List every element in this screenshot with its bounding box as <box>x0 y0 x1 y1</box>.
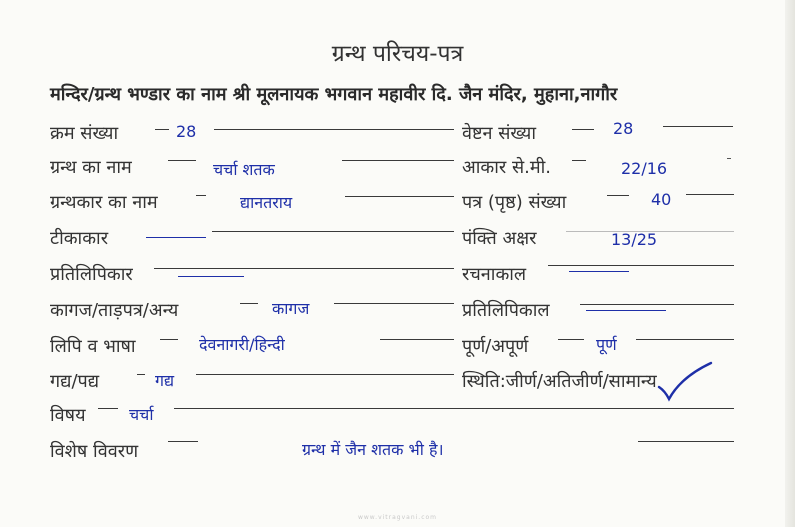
script-language-value: देवनागरी/हिन्दी <box>199 335 285 354</box>
line <box>345 196 454 197</box>
composition-period-label: रचनाकाल <box>462 264 527 285</box>
copy-period-blank <box>586 310 666 311</box>
line <box>212 231 454 232</box>
author-label: ग्रन्थकार का नाम <box>50 192 158 213</box>
line <box>168 160 196 161</box>
complete-value: पूर्ण <box>596 335 617 354</box>
size-label: आकार से.मी. <box>462 157 552 178</box>
line <box>636 339 734 340</box>
card-edge <box>785 0 795 527</box>
copyist-blank <box>178 276 244 277</box>
complete-label: पूर्ण/अपूर्ण <box>462 336 529 357</box>
author-value: द्यानतराय <box>240 193 293 212</box>
copy-period-label: प्रतिलिपिकाल <box>462 300 550 321</box>
line <box>196 195 206 196</box>
size-value: 22/16 <box>621 159 668 178</box>
serial-number-label: क्रम संख्या <box>50 123 119 144</box>
serial-number-value: 28 <box>176 122 197 141</box>
line <box>168 441 198 442</box>
material-label: कागज/ताड़पत्र/अन्य <box>50 300 179 321</box>
line <box>566 231 734 232</box>
pages-value: 40 <box>651 190 672 209</box>
line <box>160 339 178 340</box>
line <box>572 129 594 130</box>
commentator-label: टीकाकार <box>50 228 109 249</box>
condition-label: स्थिति:जीर्ण/अतिजीर्ण/सामान्य <box>462 371 657 392</box>
script-language-label: लिपि व भाषा <box>50 336 136 357</box>
material-value: कागज <box>272 299 310 318</box>
special-details-value: ग्रन्थ में जैन शतक भी है। <box>302 440 444 459</box>
form-title: ग्रन्थ परिचय-पत्र <box>331 41 464 67</box>
line <box>380 339 454 340</box>
pages-label: पत्र (पृष्ठ) संख्या <box>462 192 567 213</box>
line <box>155 129 169 130</box>
copyist-label: प्रतिलिपिकार <box>50 264 133 285</box>
line <box>154 268 454 269</box>
website-watermark: www.vitragvani.com <box>357 514 438 521</box>
tick <box>727 158 731 159</box>
line <box>580 304 734 305</box>
wrapper-number-value: 28 <box>613 119 634 138</box>
line <box>174 408 734 409</box>
line <box>686 194 734 195</box>
line <box>638 441 734 442</box>
temple-name-value: श्री मूलनायक भगवान महावीर दि. जैन मंदिर, मुहाना,नागौर <box>232 84 618 105</box>
subject-label: विषय <box>50 405 86 426</box>
book-name-value: चर्चा शतक <box>213 160 275 179</box>
line <box>196 374 454 375</box>
line <box>98 408 118 409</box>
book-name-label: ग्रन्थ का नाम <box>50 157 132 178</box>
temple-name-row <box>50 82 617 106</box>
line-letters-value: 13/25 <box>611 230 658 249</box>
line <box>334 303 454 304</box>
prose-verse-value: गद्य <box>155 371 175 390</box>
line <box>548 265 734 266</box>
special-details-label: विशेष विवरण <box>50 441 139 462</box>
checkmark-icon <box>655 361 715 405</box>
prose-verse-label: गद्य/पद्य <box>50 371 100 392</box>
line-letters-label: पंक्ति अक्षर <box>462 228 537 249</box>
line <box>342 160 454 161</box>
commentator-blank <box>146 237 206 238</box>
wrapper-number-label: वेष्टन संख्या <box>462 123 537 144</box>
temple-name-label: मन्दिर/ग्रन्थ भण्डार का नाम <box>50 84 227 105</box>
line <box>137 374 145 375</box>
composition-period-blank <box>569 271 629 272</box>
line <box>214 129 454 130</box>
line <box>572 160 586 161</box>
line <box>607 195 629 196</box>
line <box>663 126 733 127</box>
subject-value: चर्चा <box>129 405 154 424</box>
line <box>558 339 584 340</box>
line <box>240 303 258 304</box>
